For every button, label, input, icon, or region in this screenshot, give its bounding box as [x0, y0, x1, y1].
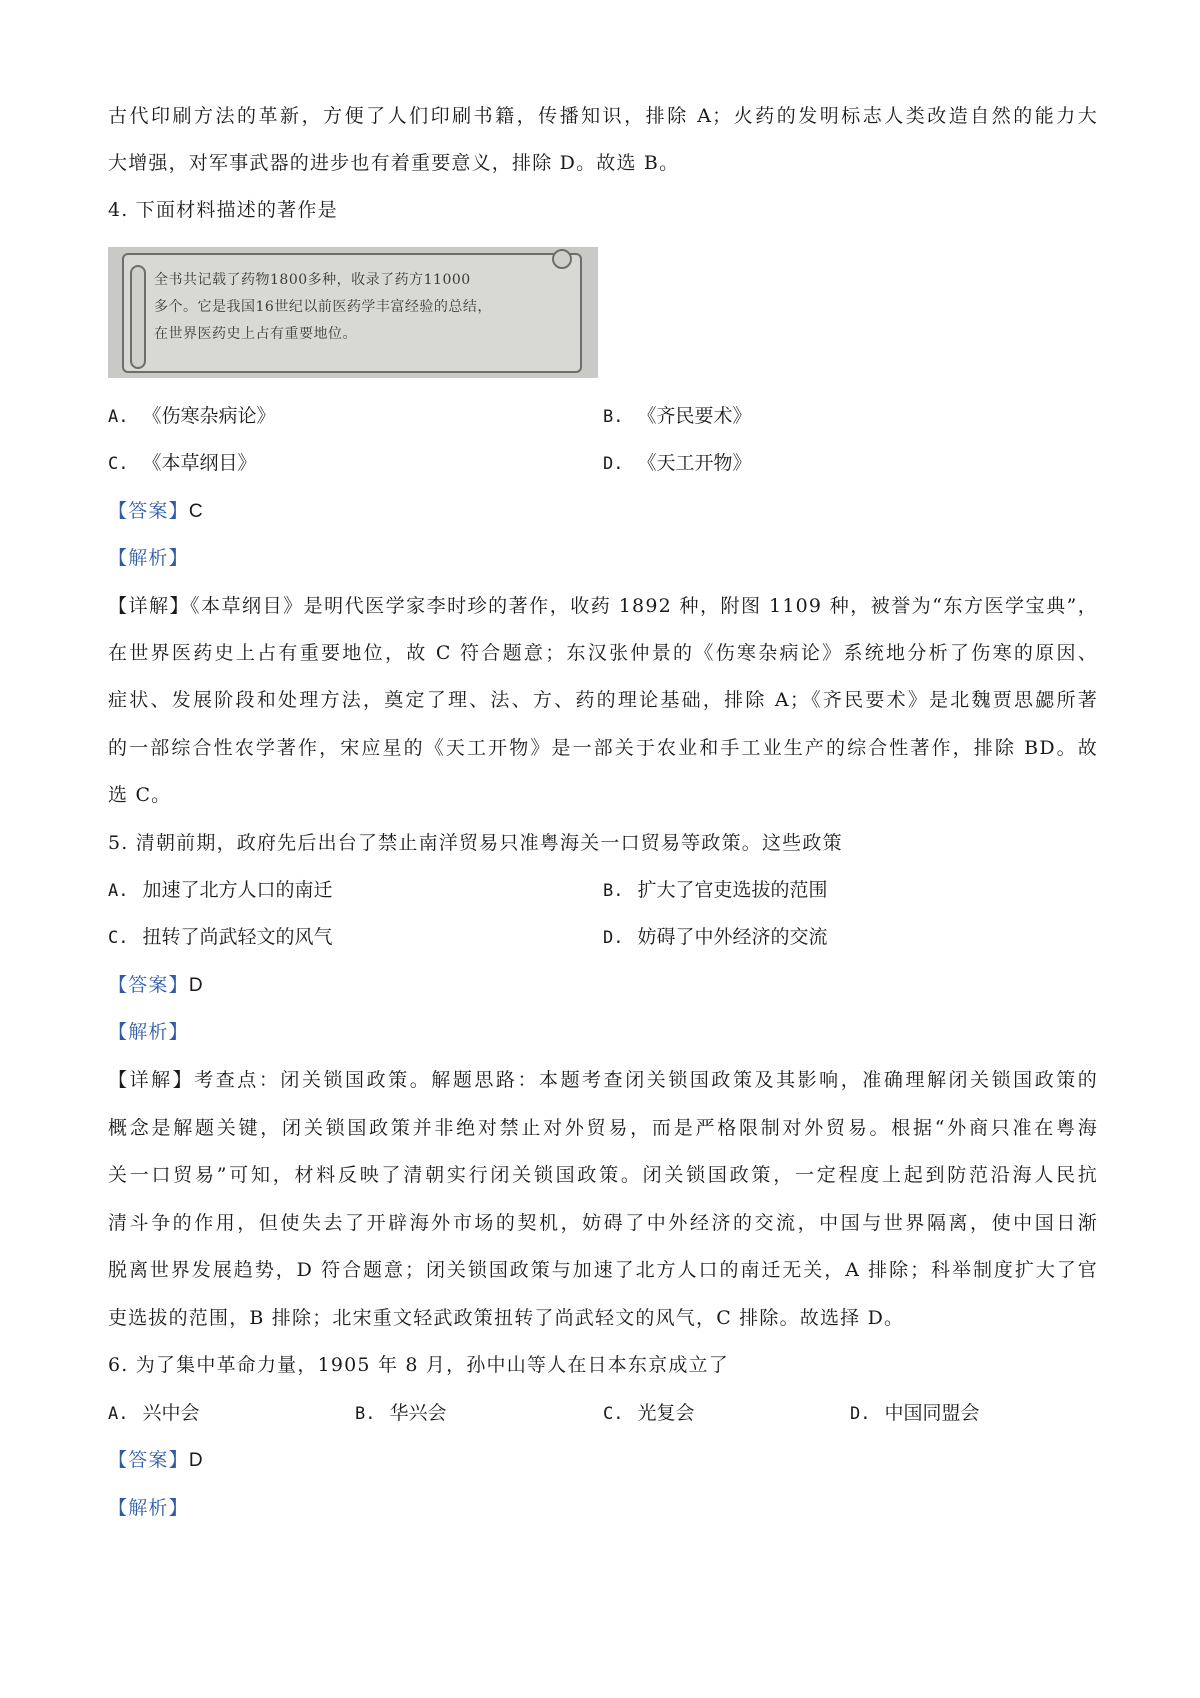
q5-option-a	[108, 877, 333, 904]
q5-option-c	[108, 924, 333, 951]
option-text: 妨碍了中外经济的交流	[637, 926, 828, 948]
option-letter: D.	[850, 1404, 871, 1424]
analysis-tag: 【解析】	[108, 1021, 189, 1043]
q6-answer	[108, 1447, 1098, 1474]
q4-detail-line-1: 【详解】《本草纲目》是明代医学家李时珍的著作，收药 1892 种，附图 1109 种，被誉为“东方医学宝典”，	[108, 595, 1098, 617]
q5-detail-line-5: 脱离世界发展趋势，D 符合题意；闭关锁国政策与加速了北方人口的南迁无关，A 排除；科举制度扩大了官	[108, 1259, 1098, 1281]
option-text: 华兴会	[389, 1402, 447, 1424]
answer-tag: 【答案】	[108, 500, 189, 522]
option-text: 《天工开物》	[637, 452, 752, 474]
scroll-roll-icon	[130, 265, 146, 369]
option-text: 光复会	[637, 1402, 695, 1424]
q6-option-b	[355, 1400, 447, 1427]
analysis-tag: 【解析】	[108, 1497, 189, 1519]
option-letter: D.	[603, 928, 624, 948]
q4-option-c	[108, 450, 257, 477]
option-letter: A.	[108, 407, 129, 427]
q4-detail-line-5: 选 C。	[108, 784, 172, 806]
prev-explanation-line-2: 大增强，对军事武器的进步也有着重要意义，排除 D。故选 B。	[108, 152, 680, 174]
option-text: 扭转了尚武轻文的风气	[142, 926, 333, 948]
option-text: 加速了北方人口的南迁	[142, 879, 333, 901]
option-letter: A.	[108, 881, 129, 901]
q5-detail-line-3: 关一口贸易”可知，材料反映了清朝实行闭关锁国政策。闭关锁国政策，一定程度上起到防范沿海人民抗	[108, 1164, 1098, 1186]
q4-material-line-1: 全书共记载了药物1800多种，收录了药方11000	[154, 272, 471, 288]
option-text: 兴中会	[142, 1402, 200, 1424]
option-text: 《齐民要术》	[637, 405, 752, 427]
option-letter: C.	[108, 454, 129, 474]
option-letter: D.	[603, 454, 624, 474]
answer-value: D	[188, 975, 204, 996]
option-text: 《伤寒杂病论》	[142, 405, 276, 427]
q5-option-d	[603, 924, 828, 951]
q5-analysis-tag	[108, 1019, 1098, 1045]
q4-option-b	[603, 403, 752, 430]
option-text: 中国同盟会	[884, 1402, 980, 1424]
q4-option-d	[603, 450, 752, 477]
option-letter: B.	[603, 881, 624, 901]
q5-option-b	[603, 877, 828, 904]
option-letter: A.	[108, 1404, 129, 1424]
q4-option-a	[108, 403, 276, 430]
q4-detail-line-3: 症状、发展阶段和处理方法，奠定了理、法、方、药的理论基础，排除 A；《齐民要术》是北魏贾思勰所著	[108, 689, 1098, 711]
q6-stem: 6. 为了集中革命力量，1905 年 8 月，孙中山等人在日本东京成立了	[108, 1354, 729, 1376]
option-text: 扩大了官吏选拔的范围	[637, 879, 828, 901]
prev-explanation-line-1: 古代印刷方法的革新，方便了人们印刷书籍，传播知识，排除 A；火药的发明标志人类改造自然的能力大	[108, 105, 1098, 127]
scroll-curl-icon	[552, 249, 572, 269]
answer-tag: 【答案】	[108, 974, 189, 996]
option-letter: B.	[355, 1404, 376, 1424]
option-letter: B.	[603, 407, 624, 427]
q6-option-c	[603, 1400, 695, 1427]
q4-material-line-2: 多个。它是我国16世纪以前医药学丰富经验的总结，	[154, 299, 492, 315]
q4-detail-line-2: 在世界医药史上占有重要地位，故 C 符合题意；东汉张仲景的《伤寒杂病论》系统地分析了伤寒的原因、	[108, 642, 1098, 664]
q4-detail-line-4: 的一部综合性农学著作，宋应星的《天工开物》是一部关于农业和手工业生产的综合性著作，排除 BD。故	[108, 737, 1098, 759]
answer-tag: 【答案】	[108, 1449, 189, 1471]
q6-option-d	[850, 1400, 980, 1427]
option-letter: C.	[603, 1404, 624, 1424]
option-letter: C.	[108, 928, 129, 948]
q4-analysis-tag	[108, 545, 1098, 571]
q5-detail-line-2: 概念是解题关键，闭关锁国政策并非绝对禁止对外贸易，而是严格限制对外贸易。根据“外商只准在粤海	[108, 1117, 1098, 1139]
option-text: 《本草纲目》	[142, 452, 257, 474]
q4-material-image	[108, 247, 598, 378]
answer-value: D	[188, 1450, 204, 1471]
q6-analysis-tag	[108, 1495, 1098, 1521]
q5-detail-line-6: 吏选拔的范围，B 排除；北宋重文轻武政策扭转了尚武轻文的风气，C 排除。故选择 D。	[108, 1307, 905, 1329]
q4-material-text	[154, 267, 572, 348]
q4-answer	[108, 498, 1098, 525]
answer-value: C	[188, 501, 204, 522]
q5-answer	[108, 972, 1098, 999]
q4-stem: 4. 下面材料描述的著作是	[108, 199, 338, 221]
q5-detail-line-1: 【详解】考查点：闭关锁国政策。解题思路：本题考查闭关锁国政策及其影响，准确理解闭关锁国政策的	[108, 1069, 1098, 1091]
q4-material-line-3: 在世界医药史上占有重要地位。	[154, 326, 357, 342]
scroll-frame	[122, 253, 582, 373]
q5-detail-line-4: 清斗争的作用，但使失去了开辟海外市场的契机，妨碍了中外经济的交流，中国与世界隔离，使中国日渐	[108, 1212, 1098, 1234]
analysis-tag: 【解析】	[108, 547, 189, 569]
q5-stem: 5. 清朝前期，政府先后出台了禁止南洋贸易只准粤海关一口贸易等政策。这些政策	[108, 832, 843, 854]
q6-option-a	[108, 1400, 200, 1427]
